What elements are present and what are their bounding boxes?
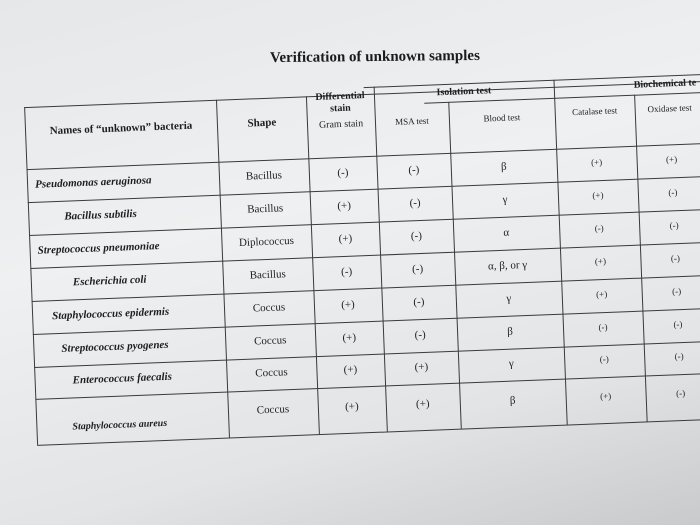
gram-cell: (+) [340,298,355,312]
header-biochemical: Biochemical te [633,77,697,91]
gram-cell: (+) [343,363,358,377]
bacteria-name: Pseudomonas aeruginosa [34,174,152,191]
shape-cell: Coccus [252,301,286,315]
msa-cell: (+) [414,360,429,374]
msa-cell: (-) [414,328,426,342]
oxidase-cell: (-) [671,286,682,297]
gram-cell: (+) [338,232,353,246]
oxidase-cell: (-) [669,220,679,231]
msa-cell: (-) [413,295,425,309]
gram-cell: (-) [340,265,353,279]
header-gram-stain: Gram stain [318,118,364,131]
catalase-cell: (+) [594,255,607,267]
shape-cell: Coccus [256,403,290,417]
blood-cell: γ [502,193,508,206]
msa-cell: (+) [415,397,430,411]
msa-cell: (-) [411,262,424,276]
shape-cell: Coccus [253,334,287,348]
gram-cell: (-) [337,166,349,180]
header-catalase-test: Catalase test [571,105,618,118]
msa-cell: (-) [410,229,423,243]
blood-cell: γ [506,292,512,305]
col-line [374,87,388,432]
col-line [553,80,567,425]
catalase-cell: (+) [592,189,604,201]
oxidase-cell: (-) [670,253,681,264]
header-differential-stain: Differential stain [315,90,365,115]
shape-cell: Bacillus [246,202,284,216]
blood-cell: β [507,325,514,338]
blood-cell: β [509,394,516,407]
oxidase-cell: (-) [674,351,684,362]
col-line [24,107,38,445]
blood-cell: β [500,160,507,173]
catalase-cell: (-) [598,321,608,333]
bacteria-name: Enterococcus faecalis [72,370,173,387]
shape-cell: Coccus [255,366,288,380]
catalase-cell: (+) [595,288,608,300]
oxidase-cell: (-) [668,187,678,198]
msa-cell: (-) [409,197,421,210]
header-shape: Shape [247,116,277,130]
blood-cell: α [503,226,510,239]
msa-cell: (-) [408,164,420,177]
header-oxidase-test: Oxidase test [647,102,692,115]
catalase-cell: (-) [599,353,609,365]
bacteria-name: Escherichia coli [72,273,147,289]
col-line [306,96,320,434]
oxidase-cell: (-) [675,387,686,399]
shape-cell: Bacillus [245,169,283,183]
gram-cell: (+) [342,331,357,345]
gram-cell: (+) [344,400,359,414]
catalase-cell: (-) [594,222,604,234]
oxidase-cell: (+) [665,154,678,165]
bacteria-name: Bacillus subtilis [64,207,137,223]
header-msa-test: MSA test [394,115,430,127]
gram-cell: (+) [337,199,352,213]
bacteria-name: Staphylococcus aureus [72,417,168,433]
shape-cell: Diplococcus [238,234,295,249]
catalase-cell: (+) [599,390,612,402]
col-line [216,100,230,438]
bacteria-name: Streptococcus pneumoniae [37,240,160,257]
header-isolation-test: Isolation test [436,85,492,99]
header-blood-test: Blood test [483,112,521,124]
bacteria-name: Staphylococcus epidermis [51,305,170,323]
blood-cell: α, β, or γ [487,258,528,273]
oxidase-cell: (-) [673,319,683,330]
catalase-cell: (+) [590,157,603,168]
header-names: Names of “unknown” bacteria [49,119,193,138]
document-title: Verification of unknown samples [269,47,480,67]
blood-cell: γ [508,357,515,370]
bacteria-name: Streptococcus pyogenes [61,338,169,355]
shape-cell: Bacillus [249,268,286,282]
